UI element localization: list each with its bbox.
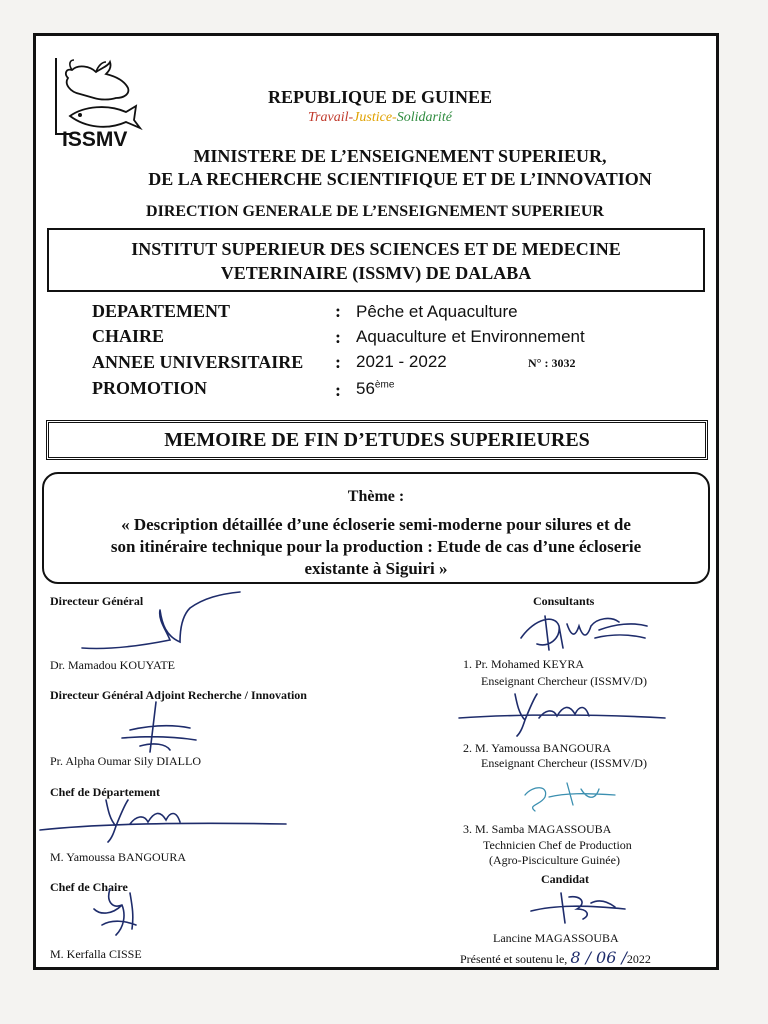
annee-value: 2021 - 2022 xyxy=(356,352,447,371)
promotion-number: 56 xyxy=(356,379,375,398)
chaire-value: Aquaculture et Environnement xyxy=(356,327,585,346)
consultant-2-role: Enseignant Chercheur (ISSMV/D) xyxy=(481,756,647,770)
promotion-colon: : xyxy=(335,380,341,400)
theme-line-3: existante à Siguiri » xyxy=(304,559,448,578)
dg-signature xyxy=(70,590,260,660)
dga-title: Directeur Général Adjoint Recherche / Innovation xyxy=(50,688,307,702)
institute-line-2: VETERINAIRE (ISSMV) DE DALABA xyxy=(220,263,532,283)
dga-name: Pr. Alpha Oumar Sily DIALLO xyxy=(50,754,201,768)
promotion-value xyxy=(356,379,394,399)
ministry-line-2: DE LA RECHERCHE SCIENTIFIQUE ET DE L’INNOVATION xyxy=(148,169,652,189)
consultant-2-signature xyxy=(455,688,670,743)
logo-text: ISSMV xyxy=(62,128,128,151)
departement-colon: : xyxy=(335,301,341,321)
promotion-suffix: ème xyxy=(374,379,395,391)
consultant-3-role-2: (Agro-Pisciculture Guinée) xyxy=(489,853,620,867)
chef-chaire-title: Chef de Chaire xyxy=(50,880,128,894)
ministry-line-1: MINISTERE DE L’ENSEIGNEMENT SUPERIEUR, xyxy=(193,146,607,166)
memoire-title: MEMOIRE DE FIN D’ETUDES SUPERIEURES xyxy=(46,420,708,460)
consultant-2-name: 2. M. Yamoussa BANGOURA xyxy=(463,741,612,755)
consultant-3-name: 3. M. Samba MAGASSOUBA xyxy=(463,822,612,836)
chef-chaire-signature xyxy=(82,885,152,945)
chef-departement-title: Chef de Département xyxy=(50,785,160,799)
candidat-signature xyxy=(525,885,635,930)
chaire-label: CHAIRE xyxy=(92,326,165,346)
numero: N° : 3032 xyxy=(528,356,576,370)
institute-banner xyxy=(47,228,705,292)
chef-chaire-name: M. Kerfalla CISSE xyxy=(50,947,142,961)
consultant-1-role: Enseignant Chercheur (ISSMV/D) xyxy=(481,674,647,688)
motto-word-justice: Justice- xyxy=(353,110,397,125)
defense-year: 2022 xyxy=(626,952,651,966)
national-motto xyxy=(90,110,670,126)
presented-label: Présenté et soutenu le, xyxy=(460,952,568,966)
presentation-line xyxy=(460,948,651,967)
departement-value: Pêche et Aquaculture xyxy=(356,302,518,321)
theme-label: Thème : xyxy=(347,488,405,505)
dg-title: Directeur Général xyxy=(50,594,144,608)
handwritten-date: 8 / 06 / xyxy=(570,948,627,967)
candidat-title: Candidat xyxy=(541,872,590,886)
ministry-title xyxy=(80,145,720,191)
chef-departement-signature xyxy=(36,790,296,850)
candidat-name: Lancine MAGASSOUBA xyxy=(493,931,619,945)
dga-signature xyxy=(100,700,210,760)
theme-box xyxy=(42,472,710,584)
direction-title: DIRECTION GENERALE DE L’ENSEIGNEMENT SUPERIEUR xyxy=(146,203,604,220)
theme-line-1: « Description détaillée d’une écloserie semi-moderne pour silures et de xyxy=(121,515,631,534)
annee-label: ANNEE UNIVERSITAIRE xyxy=(92,352,304,372)
dg-name: Dr. Mamadou KOUYATE xyxy=(50,658,175,672)
consultant-3-role-1: Technicien Chef de Production xyxy=(483,838,632,852)
chef-departement-name: M. Yamoussa BANGOURA xyxy=(50,850,187,864)
consultant-3-signature xyxy=(515,775,625,820)
motto-word-travail: Travail- xyxy=(308,110,354,125)
chaire-colon: : xyxy=(335,327,341,347)
departement-label: DEPARTEMENT xyxy=(92,301,231,321)
theme-line-2: son itinéraire technique pour la production : Etude de cas d’une écloserie xyxy=(110,537,642,556)
institute-line-1: INSTITUT SUPERIEUR DES SCIENCES ET DE MEDECINE xyxy=(131,239,621,259)
country-title: REPUBLIQUE DE GUINEE xyxy=(267,87,493,107)
annee-colon: : xyxy=(335,352,341,372)
consultant-1-signature xyxy=(515,608,655,658)
consultants-title: Consultants xyxy=(533,594,595,608)
motto-word-solidarite: Solidarité xyxy=(396,110,452,125)
consultant-1-name: 1. Pr. Mohamed KEYRA xyxy=(463,657,584,671)
promotion-label: PROMOTION xyxy=(92,378,207,398)
